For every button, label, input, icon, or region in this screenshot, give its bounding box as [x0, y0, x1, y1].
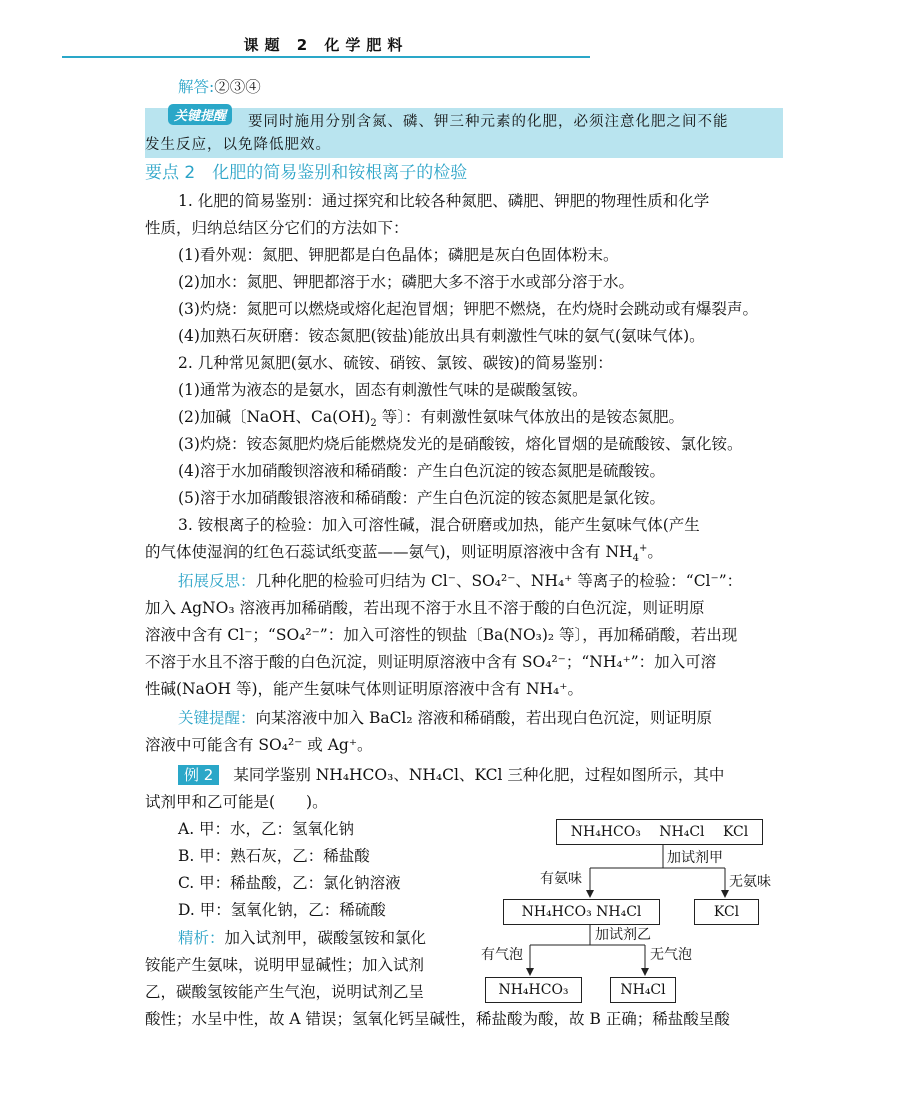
- p1-item-2: (2)加水：氮肥、钾肥都溶于水；磷肥大多不溶于水或部分溶于水。: [178, 273, 634, 291]
- p2-item-5: (5)溶于水加硝酸银溶液和稀硝酸：产生白色沉淀的铵态氮肥是氯化铵。: [178, 489, 665, 507]
- ext-line-5: 性碱(NaOH 等)，能产生氨味气体则证明原溶液中含有 NH₄⁺。: [145, 680, 583, 698]
- answer-label: 解答:: [178, 78, 215, 96]
- option-d: D. 甲：氢氧化钠，乙：稀硫酸: [178, 901, 386, 919]
- example-line-2: 试剂甲和乙可能是( )。: [145, 793, 328, 811]
- ext-line-2: 加入 AgNO₃ 溶液再加稀硝酸，若出现不溶于水且不溶于酸的白色沉淀，则证明原: [145, 599, 705, 617]
- ext-line-4: 不溶于水且不溶于酸的白色沉淀，则证明原溶液中含有 SO₄²⁻；“NH₄⁺”：加入可溶: [145, 653, 717, 671]
- ext-line-3: 溶液中含有 Cl⁻；“SO₄²⁻”：加入可溶性的钡盐〔Ba(NO₃)₂ 等〕，再加稀硝酸，若出现: [145, 626, 738, 644]
- p3-line-2-text: 的气体使湿润的红色石蕊试纸变蓝——氨气)，则证明原溶液中含有 NH: [145, 543, 633, 561]
- diagram-no-bubble: 无气泡: [650, 947, 692, 963]
- section-heading: 要点 2 化肥的简易鉴别和铵根离子的检验: [145, 163, 468, 183]
- diagram-kcl-box: KCl: [694, 899, 759, 925]
- diagram-bottom-left-box: NH₄HCO₃: [485, 977, 582, 1003]
- diagram-reagent-1: 加试剂甲: [667, 850, 723, 866]
- p2-item-2-sub: 2: [370, 418, 377, 430]
- tip-label: 关键提醒: [168, 104, 232, 125]
- diagram-yes-bubble: 有气泡: [481, 947, 523, 963]
- p3-end: 。: [647, 543, 663, 561]
- ext-line-1-text: 几种化肥的检验可归结为 Cl⁻、SO₄²⁻、NH₄⁺ 等离子的检验：“Cl⁻”：: [255, 572, 743, 590]
- analysis-label: 精析：: [178, 929, 225, 947]
- p1-item-1: (1)看外观：氮肥、钾肥都是白色晶体；磷肥是灰白色固体粉末。: [178, 246, 619, 264]
- option-b: B. 甲：熟石灰，乙：稀盐酸: [178, 847, 370, 865]
- answer-value: ②③④: [214, 78, 261, 96]
- p1-item-3: (3)灼烧：氮肥可以燃烧或熔化起泡冒烟；钾肥不燃烧，在灼烧时会跳动或有爆裂声。: [178, 300, 758, 318]
- tip-line-1: 要同时施用分别含氮、磷、钾三种元素的化肥，必须注意化肥之间不能: [248, 114, 729, 130]
- p2-item-1: (1)通常为液态的是氨水，固态有刺激性气味的是碳酸氢铵。: [178, 381, 588, 399]
- p3-sup: +: [638, 542, 648, 554]
- analysis-line-1-text: 加入试剂甲，碳酸氢铵和氯化: [224, 929, 427, 947]
- header-title: 课题 2 化学肥料: [243, 36, 409, 54]
- example-label: 例 2: [178, 765, 219, 785]
- diagram-reagent-2: 加试剂乙: [595, 927, 651, 943]
- p2-item-2a: (2)加碱〔NaOH、Ca(OH): [178, 408, 371, 426]
- p2-line-1: 2. 几种常见氮肥(氨水、硫铵、硝铵、氯铵、碳铵)的简易鉴别：: [178, 354, 613, 372]
- p1-line-1: 1. 化肥的简易鉴别：通过探究和比较各种氮肥、磷肥、钾肥的物理性质和化学: [178, 192, 710, 210]
- diagram-bottom-right-box: NH₄Cl: [610, 977, 676, 1003]
- tip2-line-1-text: 向某溶液中加入 BaCl₂ 溶液和稀硝酸，若出现白色沉淀，则证明原: [255, 709, 713, 727]
- p2-item-4: (4)溶于水加硝酸钡溶液和稀硝酸：产生白色沉淀的铵态氮肥是硫酸铵。: [178, 462, 665, 480]
- ext-label: 拓展反思：: [178, 572, 256, 590]
- example-line-1-text: 某同学鉴别 NH₄HCO₃、NH₄Cl、KCl 三种化肥，过程如图所示，其中: [233, 766, 725, 784]
- p3-line-1: 3. 铵根离子的检验：加入可溶性碱，混合研磨或加热，能产生氨味气体(产生: [178, 516, 700, 534]
- p2-item-2b: 等〕：有刺激性氨味气体放出的是铵态氮肥。: [376, 408, 684, 426]
- diagram-no-smell: 无氨味: [729, 874, 771, 890]
- tip2-line-2: 溶液中可能含有 SO₄²⁻ 或 Ag⁺。: [145, 736, 373, 754]
- option-c: C. 甲：稀盐酸，乙：氯化钠溶液: [178, 874, 401, 892]
- analysis-line-2: 铵能产生氨味，说明甲显碱性；加入试剂: [145, 956, 425, 974]
- diagram-top-box: NH₄HCO₃ NH₄Cl KCl: [556, 819, 763, 845]
- p1-line-2: 性质，归纳总结区分它们的方法如下：: [145, 219, 409, 237]
- analysis-line-4: 酸性；水呈中性，故 A 错误；氢氧化钙呈碱性，稀盐酸为酸，故 B 正确；稀盐酸呈酸: [145, 1010, 730, 1028]
- diagram-yes-smell: 有氨味: [540, 871, 582, 887]
- diagram-mid-box: NH₄HCO₃ NH₄Cl: [503, 899, 660, 925]
- option-a: A. 甲：水，乙：氢氧化钠: [178, 820, 355, 838]
- tip-line-2: 发生反应，以免降低肥效。: [145, 137, 331, 153]
- analysis-line-3: 乙，碳酸氢铵能产生气泡，说明试剂乙呈: [145, 983, 425, 1001]
- tip2-label: 关键提醒：: [178, 709, 256, 727]
- p2-item-3: (3)灼烧：铵态氮肥灼烧后能燃烧发光的是硝酸铵，熔化冒烟的是硫酸铵、氯化铵。: [178, 435, 743, 453]
- p1-item-4: (4)加熟石灰研磨：铵态氮肥(铵盐)能放出具有刺激性气味的氨气(氨味气体)。: [178, 327, 705, 345]
- p3-sub: 4: [632, 553, 639, 565]
